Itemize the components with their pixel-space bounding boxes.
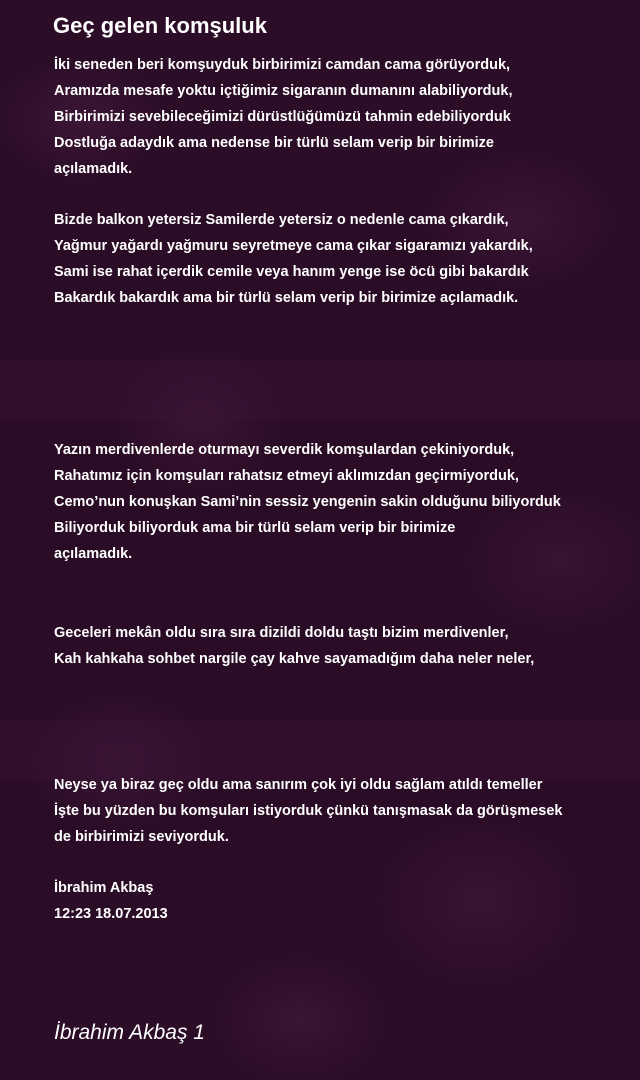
decorative-band (0, 720, 640, 780)
poem-line: Yazın merdivenlerde oturmayı severdik komşulardan çekiniyorduk, (54, 442, 515, 458)
poem-line: Geceleri mekân oldu sıra sıra dizildi doldu taştı bizim merdivenler, (54, 625, 509, 641)
poem-line: Sami ise rahat içerdik cemile veya hanım yenge ise öcü gibi bakardık (54, 264, 529, 280)
poem-line: Biliyorduk biliyorduk ama bir türlü selam verip bir birimize (54, 520, 456, 536)
poem-line: Neyse ya biraz geç oldu ama sanırım çok iyi oldu sağlam atıldı temeller (54, 777, 543, 793)
poem-line: Yağmur yağardı yağmuru seyretmeye cama çıkar sigaramızı yakardık, (54, 238, 533, 254)
author-name: İbrahim Akbaş (54, 880, 154, 896)
footer-author-name: İbrahim Akbaş 1 (54, 1021, 205, 1044)
poem-title: Geç gelen komşuluk (53, 13, 267, 38)
poem-line: İşte bu yüzden bu komşuları istiyorduk çünkü tanışmasak da görüşmesek (54, 803, 563, 819)
poem-line: Bakardık bakardık ama bir türlü selam verip bir birimize açılamadık. (54, 290, 519, 306)
decorative-band (0, 360, 640, 420)
poem-line: Kah kahkaha sohbet nargile çay kahve sayamadığım daha neler neler, (54, 651, 535, 667)
poem-line: Cemo’nun konuşkan Sami’nin sessiz yengenin sakin olduğunu biliyorduk (54, 494, 561, 510)
poem-line: açılamadık. (54, 161, 133, 177)
poem-line: de birbirimizi seviyorduk. (54, 829, 229, 845)
publish-datetime: 12:23 18.07.2013 (54, 906, 168, 922)
poem-line: Bizde balkon yetersiz Samilerde yetersiz o nedenle cama çıkardık, (54, 212, 509, 228)
poem-line: İki seneden beri komşuyduk birbirimizi camdan cama görüyorduk, (54, 57, 511, 73)
stanza-1 (54, 52, 634, 182)
poem-line: Birbirimizi sevebileceğimizi dürüstlüğümüzü tahmin edebiliyorduk (54, 109, 511, 125)
poem-line: açılamadık. (54, 546, 133, 562)
stanza-4 (54, 620, 634, 672)
poem-line: Dostluğa adaydık ama nedense bir türlü selam verip bir birimize (54, 135, 494, 151)
stanza-5 (54, 772, 634, 850)
poem-signature (54, 875, 168, 927)
stanza-2 (54, 207, 634, 311)
poem-line: Rahatımız için komşuları rahatsız etmeyi aklımızdan geçirmiyorduk, (54, 468, 519, 484)
stanza-3 (54, 437, 634, 567)
poem-line: Aramızda mesafe yoktu içtiğimiz sigaranın dumanını alabiliyorduk, (54, 83, 513, 99)
